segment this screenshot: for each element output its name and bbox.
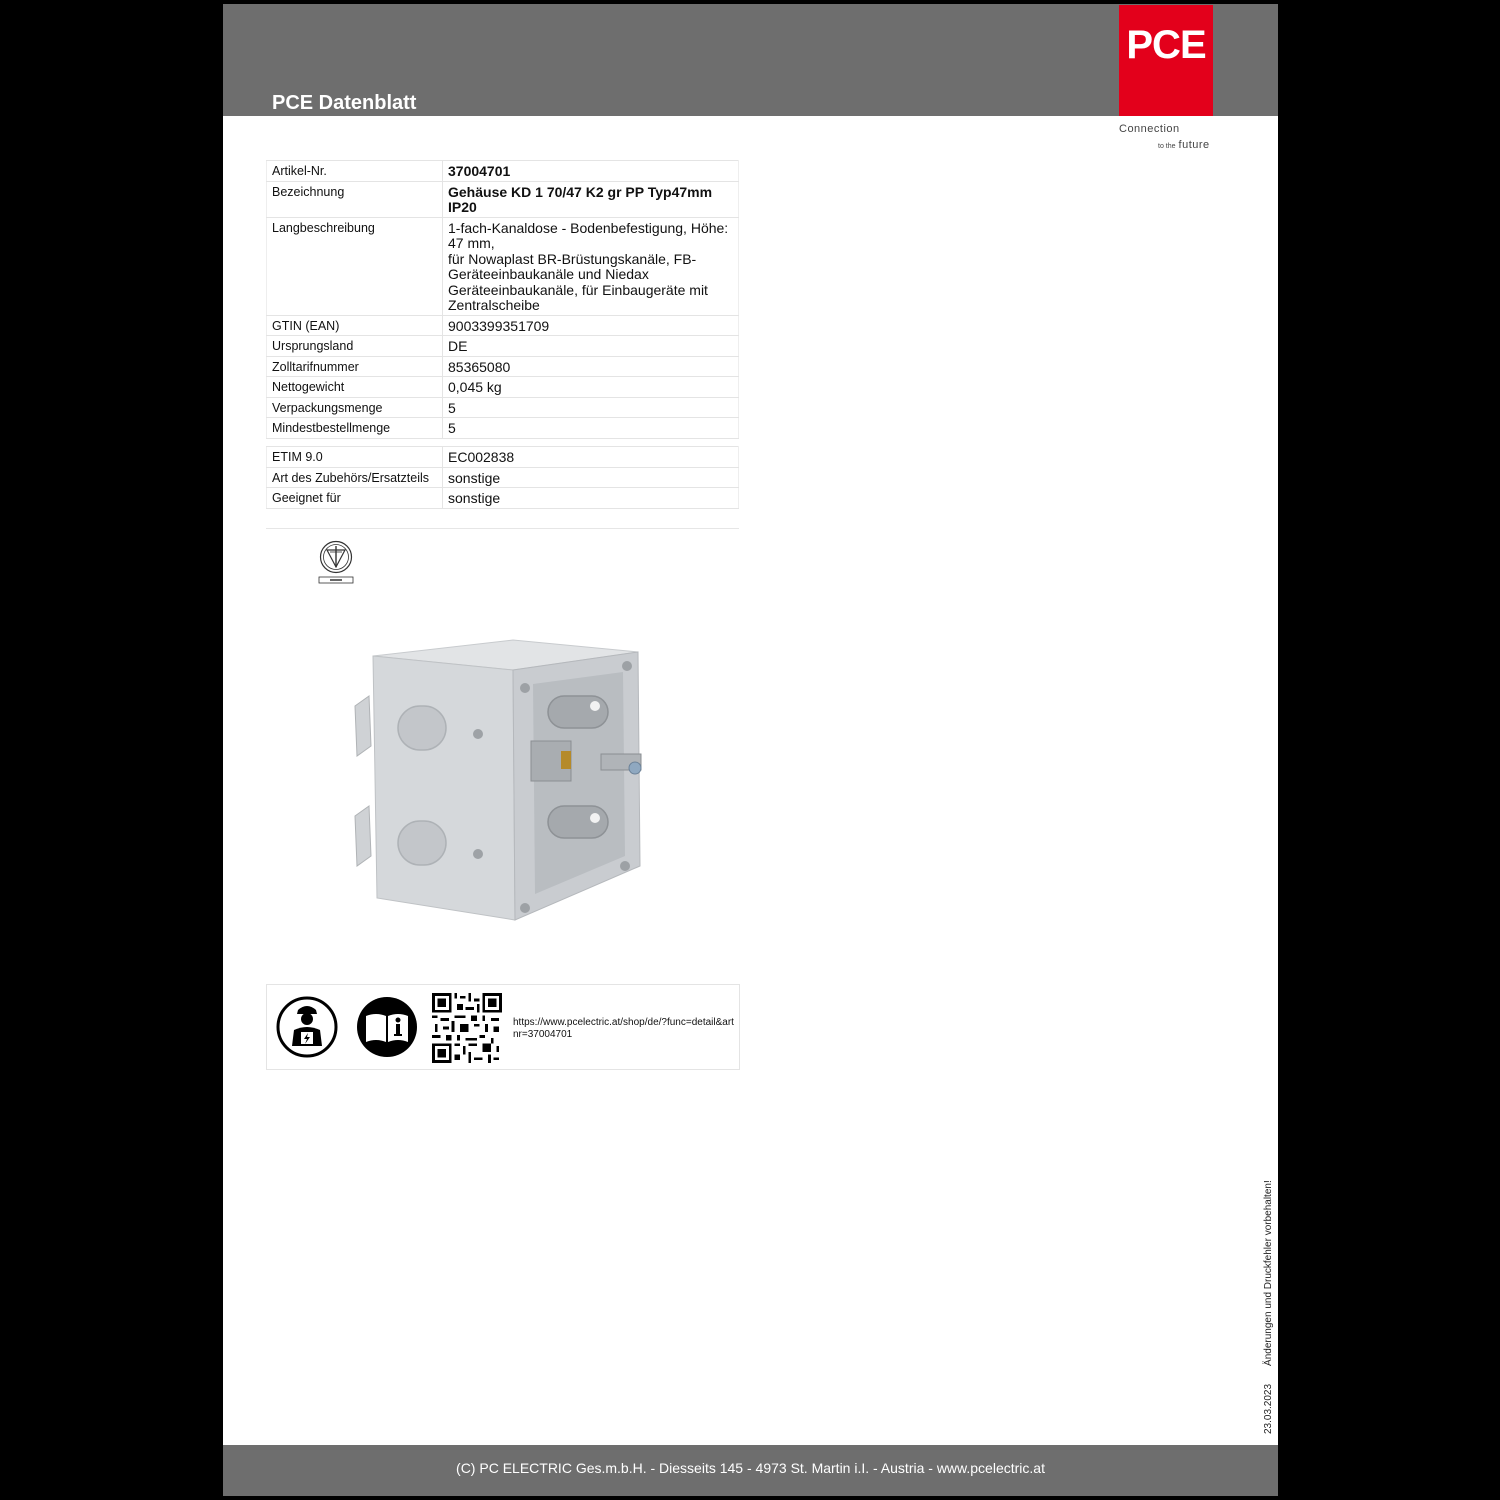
header-band: [223, 4, 1278, 116]
row-value: EC002838: [443, 447, 739, 468]
instruction-manual-icon: [356, 996, 418, 1058]
page-title: PCE Datenblatt: [272, 92, 417, 114]
row-value: sonstige: [443, 488, 739, 509]
row-label: Ursprungsland: [267, 336, 443, 357]
table-row: [267, 336, 739, 357]
table-row: [267, 161, 739, 182]
table-row: [267, 447, 739, 468]
row-label: Artikel-Nr.: [267, 161, 443, 182]
tagline-future: [1158, 135, 1210, 153]
table-row: [267, 377, 739, 398]
row-label: ETIM 9.0: [267, 447, 443, 468]
table-row: [267, 488, 739, 509]
logo-text: PCE: [1126, 23, 1206, 67]
side-note: [1263, 1180, 1274, 1434]
product-table: [266, 160, 739, 439]
row-label: Zolltarifnummer: [267, 356, 443, 377]
row-label: Verpackungsmenge: [267, 397, 443, 418]
print-date: 23.03.2023: [1263, 1383, 1274, 1434]
row-value: sonstige: [443, 467, 739, 488]
etim-table: [266, 446, 739, 509]
table-row: [267, 397, 739, 418]
disclaimer: Änderungen und Druckfehler vorbehalten!: [1263, 1180, 1274, 1366]
product-url[interactable]: https://www.pcelectric.at/shop/de/?func=detail&artnr=37004701: [513, 1017, 734, 1040]
row-value: 0,045 kg: [443, 377, 739, 398]
row-value: 5: [443, 418, 739, 439]
row-value: 37004701: [443, 161, 739, 182]
table-row: [267, 467, 739, 488]
row-value: DE: [443, 336, 739, 357]
table-row: [267, 315, 739, 336]
row-label: Langbeschreibung: [267, 217, 443, 315]
footer-band: [223, 1445, 1278, 1496]
row-label: Bezeichnung: [267, 181, 443, 217]
datasheet-page: [223, 4, 1278, 1496]
vde-certification-icon: [318, 540, 354, 584]
info-box: [266, 984, 740, 1070]
row-value: Gehäuse KD 1 70/47 K2 gr PP Typ47mm IP20: [443, 181, 739, 217]
table-row: [267, 181, 739, 217]
tagline-future-word: future: [1178, 139, 1210, 151]
row-label: Art des Zubehörs/Ersatzteils: [267, 467, 443, 488]
table-row: [267, 356, 739, 377]
divider: [266, 528, 739, 529]
row-value: 5: [443, 397, 739, 418]
product-photo: [343, 636, 643, 926]
row-label: Nettogewicht: [267, 377, 443, 398]
electrician-worker-icon: [276, 996, 338, 1058]
row-value: 85365080: [443, 356, 739, 377]
table-row: [267, 217, 739, 315]
row-label: GTIN (EAN): [267, 315, 443, 336]
row-label: Mindestbestellmenge: [267, 418, 443, 439]
row-value: 1-fach-Kanaldose - Bodenbefestigung, Höhe: 47 mm, für Nowaplast BR-Brüstungskanäle, FB-Geräteeinbaukanäle und Niedax Geräteeinbaukanäle, für Einbaugeräte mit Zentralscheibe: [443, 217, 739, 315]
pce-logo: [1119, 5, 1213, 116]
row-value: 9003399351709: [443, 315, 739, 336]
qr-code-icon: [432, 993, 502, 1063]
row-label: Geeignet für: [267, 488, 443, 509]
tagline-to-the: to the: [1158, 143, 1176, 150]
tagline-connection: Connection: [1119, 123, 1180, 135]
footer-text: (C) PC ELECTRIC Ges.m.b.H. - Diesseits 145 - 4973 St. Martin i.I. - Austria - www.pcelectric.at: [456, 1460, 1045, 1476]
table-row: [267, 418, 739, 439]
